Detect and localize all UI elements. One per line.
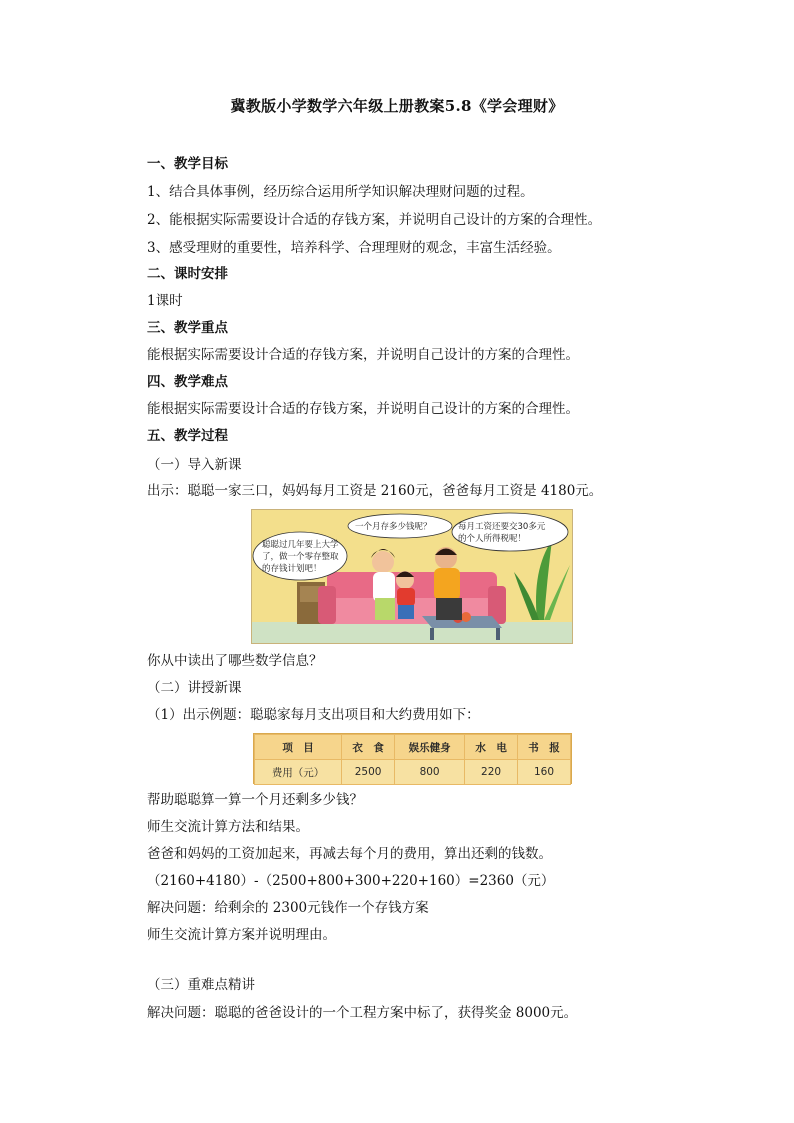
speech-bubble-middle — [348, 514, 452, 538]
key-difficulty-heading: （三）重难点精讲 — [147, 977, 255, 993]
calc-prompt: 帮助聪聪算一算一个月还剩多少钱？ — [147, 792, 363, 808]
table-cell: 160 — [518, 760, 571, 785]
schedule-text: 1课时 — [147, 293, 183, 309]
heading-key-points: 三、教学重点 — [147, 320, 228, 336]
heading-difficulties: 四、教学难点 — [147, 374, 228, 390]
child-figure — [396, 571, 415, 619]
table-header-cell: 水 电 — [465, 735, 518, 760]
table-header-cell: 娱乐健身 — [395, 735, 465, 760]
table-cell: 2500 — [342, 760, 395, 785]
table-header-row — [255, 735, 571, 760]
svg-text:聪聪过几年要上大学: 聪聪过几年要上大学 — [262, 540, 339, 550]
document-title: 冀教版小学数学六年级上册教案5.8《学会理财》 — [230, 97, 564, 115]
intro-text: 出示：聪聪一家三口，妈妈每月工资是 2160元，爸爸每月工资是 4180元。 — [147, 483, 603, 499]
table-row — [255, 760, 571, 785]
key-points-text: 能根据实际需要设计合适的存钱方案，并说明自己设计的方案的合理性。 — [147, 347, 579, 363]
table-cell: 费用（元） — [255, 760, 342, 785]
table-cell: 220 — [465, 760, 518, 785]
objective-3: 3、感受理财的重要性，培养科学、合理理财的观念，丰富生活经验。 — [147, 240, 561, 256]
heading-schedule: 二、课时安排 — [147, 266, 228, 282]
example-text: （1）出示例题：聪聪家每月支出项目和大约费用如下： — [147, 707, 480, 723]
table-header-cell: 项 目 — [255, 735, 342, 760]
problem-text: 解决问题：给剩余的 2300元钱作一个存钱方案 — [147, 900, 429, 916]
method-text: 爸爸和妈妈的工资加起来，再减去每个月的费用，算出还剩的钱数。 — [147, 846, 552, 862]
speech-bubble-right — [452, 513, 568, 551]
formula-text: （2160+4180）-（2500+800+300+220+160）=2360（元） — [147, 873, 555, 889]
difficulties-text: 能根据实际需要设计合适的存钱方案，并说明自己设计的方案的合理性。 — [147, 401, 579, 417]
new-lesson-heading: （二）讲授新课 — [147, 680, 242, 696]
intro-heading: （一）导入新课 — [147, 457, 242, 473]
family-illustration — [251, 509, 573, 644]
discussion-text: 师生交流计算方法和结果。 — [147, 819, 309, 835]
objective-1: 1、结合具体事例，经历综合运用所学知识解决理财问题的过程。 — [147, 184, 534, 200]
table-header-cell: 衣 食 — [342, 735, 395, 760]
plan-discussion-text: 师生交流计算方案并说明理由。 — [147, 927, 336, 943]
table-cell: 800 — [395, 760, 465, 785]
svg-text:的个人所得税呢！: 的个人所得税呢！ — [458, 534, 527, 544]
svg-text:一个月存多少钱呢？: 一个月存多少钱呢？ — [355, 522, 432, 532]
svg-text:了，做一个零存整取: 了，做一个零存整取 — [262, 552, 339, 562]
bonus-problem-text: 解决问题：聪聪的爸爸设计的一个工程方案中标了，获得奖金 8000元。 — [147, 1005, 578, 1021]
table-header-cell: 书 报 — [518, 735, 571, 760]
question-text: 你从中读出了哪些数学信息？ — [147, 653, 323, 669]
expense-table — [253, 733, 572, 784]
speech-bubble-left — [253, 532, 347, 580]
heading-process: 五、教学过程 — [147, 428, 228, 444]
svg-text:的存钱计划吧！: 的存钱计划吧！ — [262, 564, 322, 574]
svg-text:每月工资还要交30多元: 每月工资还要交30多元 — [458, 522, 546, 532]
objective-2: 2、能根据实际需要设计合适的存钱方案，并说明自己设计的方案的合理性。 — [147, 212, 602, 228]
heading-objectives: 一、教学目标 — [147, 156, 228, 172]
